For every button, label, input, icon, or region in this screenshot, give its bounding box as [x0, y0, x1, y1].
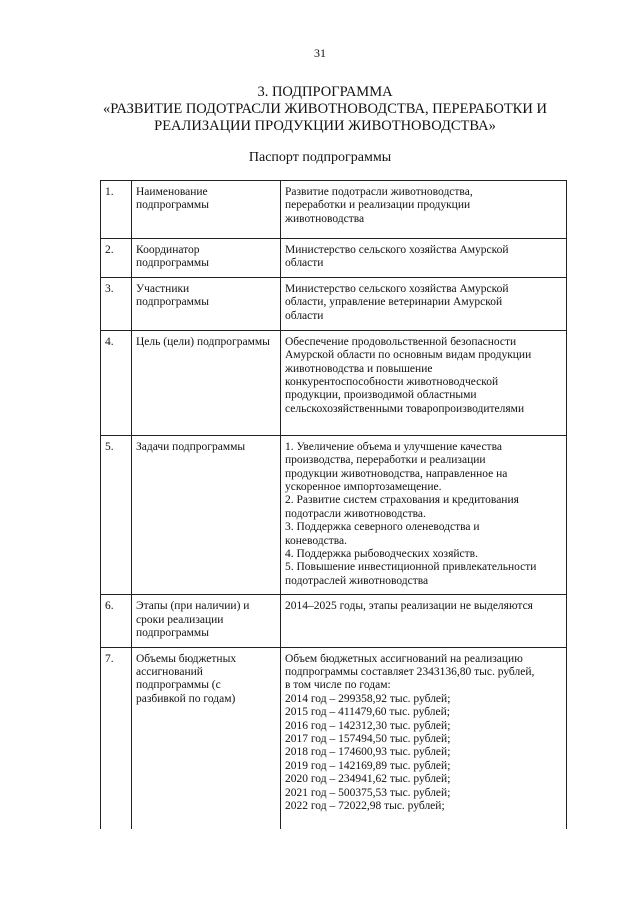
row-value-line: Амурской области по основным видам продукции: [285, 349, 532, 362]
row-value-line: Объем бюджетных ассигнований на реализацию: [285, 652, 523, 665]
row-value-line: коневодства.: [285, 534, 348, 547]
table-row: [101, 595, 567, 647]
row-name-line: ассигнований: [136, 665, 203, 678]
table-row: [101, 181, 567, 239]
row-name: [132, 435, 281, 594]
row-value: [281, 647, 567, 829]
row-value: [281, 435, 567, 594]
row-name: [132, 181, 281, 239]
row-value-line: Обеспечение продовольственной безопасности: [285, 335, 517, 348]
table-row: [101, 647, 567, 829]
row-value-line: 4. Поддержка рыбоводческих хозяйств.: [285, 548, 478, 561]
row-value: [281, 277, 567, 330]
row-name-line: подпрограммы (с: [136, 679, 221, 692]
table-row: [101, 277, 567, 330]
row-value-line: области, управление ветеринарии Амурской: [285, 296, 503, 309]
passport-table: [100, 180, 567, 829]
row-number: 6.: [101, 595, 132, 647]
row-name-line: Объемы бюджетных: [136, 652, 237, 665]
row-value-line: 5. Повышение инвестиционной привлекательности: [285, 561, 537, 574]
row-value-line: 2017 год – 157494,50 тыс. рублей;: [285, 732, 451, 745]
row-value-line: сельскохозяйственными товаропроизводителями: [285, 402, 525, 415]
row-value-line: в том числе по годам:: [285, 679, 391, 692]
row-name-line: Цель (цели) подпрограммы: [136, 335, 270, 348]
row-value-line: продукции, производимой областными: [285, 389, 477, 402]
row-value-line: производства, переработки и реализации: [285, 454, 486, 467]
section-heading-line-3: РЕАЛИЗАЦИИ ПРОДУКЦИИ ЖИВОТНОВОДСТВА»: [154, 118, 496, 134]
row-value-line: животноводства: [285, 212, 365, 225]
table-row: [101, 330, 567, 435]
row-number: 7.: [101, 647, 132, 829]
row-name-line: Задачи подпрограммы: [136, 440, 246, 453]
row-value-line: конкурентоспособности животноводческой: [285, 376, 499, 389]
row-value-line: 1. Увеличение объема и улучшение качества: [285, 440, 502, 453]
row-value-line: области: [285, 309, 324, 322]
row-name: [132, 330, 281, 435]
row-name: [132, 595, 281, 647]
row-value-line: 2016 год – 142312,30 тыс. рублей;: [285, 719, 451, 732]
row-value-line: 2018 год – 174600,93 тыс. рублей;: [285, 746, 451, 759]
row-name-line: Координатор: [136, 244, 200, 256]
row-name: [132, 239, 281, 278]
row-name-line: Участники: [136, 282, 190, 295]
row-value-line: подпрограммы составляет 2343136,80 тыс. рублей,: [285, 665, 535, 678]
row-name: [132, 277, 281, 330]
row-value: [281, 239, 567, 278]
row-name-line: подпрограммы: [136, 199, 209, 212]
section-heading-line-1: 3. ПОДПРОГРАММА: [257, 84, 393, 100]
row-name-line: подпрограммы: [136, 627, 209, 640]
row-value-line: подотрасли животноводства.: [285, 507, 426, 520]
row-value-line: подотраслей животноводства: [285, 574, 429, 587]
row-value: [281, 181, 567, 239]
row-value: [281, 330, 567, 435]
row-number: 1.: [101, 181, 132, 239]
passport-title: Паспорт подпрограммы: [248, 150, 392, 165]
section-heading-line-2: «РАЗВИТИЕ ПОДОТРАСЛИ ЖИВОТНОВОДСТВА, ПЕРЕРАБОТКИ И: [103, 101, 547, 117]
row-number: 3.: [101, 277, 132, 330]
table-row: [101, 435, 567, 594]
row-value-line: ускоренное импортозамещение.: [285, 481, 442, 494]
row-name-line: разбивкой по годам): [136, 692, 236, 705]
row-name-line: Наименование: [136, 186, 208, 198]
page-number: 31: [314, 46, 326, 60]
row-value-line: 2. Развитие систем страхования и кредитования: [285, 494, 519, 507]
row-name-line: Этапы (при наличии) и: [136, 600, 250, 613]
row-value-line: 3. Поддержка северного оленеводства и: [285, 521, 480, 534]
row-value-line: 2014–2025 годы, этапы реализации не выделяются: [285, 600, 533, 613]
row-value-line: 2019 год – 142169,89 тыс. рублей;: [285, 759, 451, 772]
table-row: [101, 239, 567, 278]
row-value-line: 2014 год – 299358,92 тыс. рублей;: [285, 692, 451, 705]
row-value-line: Развитие подотрасли животноводства,: [285, 186, 473, 198]
row-number: 2.: [101, 239, 132, 278]
row-name: [132, 647, 281, 829]
row-value-line: Министерство сельского хозяйства Амурской: [285, 244, 509, 256]
row-value-line: 2021 год – 500375,53 тыс. рублей;: [285, 786, 451, 799]
row-value-line: животноводства и повышение: [285, 362, 433, 375]
row-value-line: переработки и реализации продукции: [285, 199, 471, 212]
row-value-line: 2022 год – 72022,98 тыс. рублей;: [285, 799, 445, 812]
row-value-line: Министерство сельского хозяйства Амурской: [285, 282, 509, 295]
row-name-line: подпрограммы: [136, 296, 209, 309]
row-value: [281, 595, 567, 647]
row-value-line: 2015 год – 411479,60 тыс. рублей;: [285, 706, 450, 719]
row-name-line: подпрограммы: [136, 257, 209, 270]
row-number: 5.: [101, 435, 132, 594]
row-name-line: сроки реализации: [136, 613, 224, 626]
row-number: 4.: [101, 330, 132, 435]
row-value-line: 2020 год – 234941,62 тыс. рублей;: [285, 773, 451, 786]
row-value-line: области: [285, 257, 324, 270]
row-value-line: продукции животноводства, направленное на: [285, 467, 508, 480]
